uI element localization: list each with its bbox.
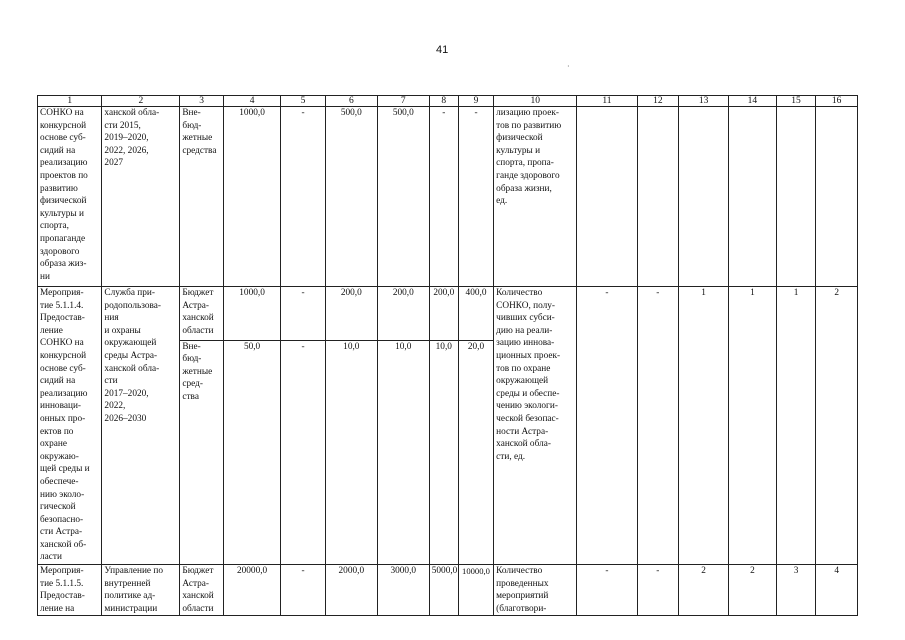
year-amount: -: [281, 340, 326, 564]
year-amount: 200,0: [325, 287, 377, 341]
year-amount: -: [281, 565, 326, 616]
year-amount: -: [429, 107, 458, 287]
year-amount: 400,0: [458, 287, 493, 341]
indicator-value: 2: [729, 565, 777, 616]
year-amount: 500,0: [377, 107, 429, 287]
year-amount: -: [281, 287, 326, 341]
total-amount: 1000,0: [224, 287, 281, 341]
header-cell: 5: [281, 96, 326, 107]
year-amount: 5000,0: [429, 565, 458, 616]
year-amount: 10000,0: [458, 565, 493, 616]
header-row: [38, 96, 858, 107]
indicator-value: [577, 107, 637, 287]
header-cell: 4: [224, 96, 281, 107]
header-cell: 11: [577, 96, 637, 107]
header-cell: 10: [494, 96, 577, 107]
measure-name: СОНКО на конкурсной основе суб- сидий на реализацию проектов по развитию физической культуры и спорта, пропаганде здорового образа жиз- ни: [38, 107, 102, 287]
header-cell: 1: [38, 96, 102, 107]
header-cell: 6: [325, 96, 377, 107]
indicator-value: [637, 107, 679, 287]
indicator-value: -: [637, 287, 679, 565]
total-amount: 1000,0: [224, 107, 281, 287]
indicator-value: 1: [679, 287, 729, 565]
indicator-value: -: [637, 565, 679, 616]
header-cell: 16: [816, 96, 858, 107]
year-amount: 10,0: [325, 340, 377, 564]
executor-period: Служба при- родопользова- ния и охраны окружающей среды Астра- ханской обла- сти 2017–2020, 2022, 2026–2030: [102, 287, 180, 565]
indicator-value: [776, 107, 815, 287]
total-amount: 20000,0: [224, 565, 281, 616]
indicator-value: -: [577, 287, 637, 565]
header-cell: 15: [776, 96, 815, 107]
indicator-name: лизацию проек- тов по развитию физической культуры и спорта, пропа- ганде здорового образа жизни, ед.: [494, 107, 577, 287]
year-amount: 500,0: [325, 107, 377, 287]
indicator-value: 2: [679, 565, 729, 616]
indicator-value: 2: [816, 287, 858, 565]
year-amount: 200,0: [377, 287, 429, 341]
year-amount: 10,0: [377, 340, 429, 564]
measure-name: Мероприя- тие 5.1.1.5. Предостав- ление на: [38, 565, 102, 616]
executor-period: Управление по внутренней политике ад- министрации: [102, 565, 180, 616]
header-cell: 8: [429, 96, 458, 107]
header-cell: 14: [729, 96, 777, 107]
indicator-value: 1: [776, 287, 815, 565]
table-row: [38, 565, 858, 616]
header-cell: 7: [377, 96, 429, 107]
measure-name: Мероприя- тие 5.1.1.4. Предостав- ление СОНКО на конкурсной основе суб- сидий на реализацию инноваци- онных про- ектов по охране окружаю- щей среды и обеспече- нию эколо- гической безопасно- сти Астра- ханской об- ласти: [38, 287, 102, 565]
indicator-value: [679, 107, 729, 287]
budget-table: [37, 95, 858, 616]
indicator-value: 4: [816, 565, 858, 616]
funding-source: Бюджет Астра- ханской области: [180, 287, 224, 341]
indicator-value: -: [577, 565, 637, 616]
header-cell: 12: [637, 96, 679, 107]
header-cell: 9: [458, 96, 493, 107]
indicator-name: Количество проведенных мероприятий (благотвори-: [494, 565, 577, 616]
funding-source: Вне- бюд- жетные средства: [180, 107, 224, 287]
header-cell: 13: [679, 96, 729, 107]
indicator-value: [729, 107, 777, 287]
year-amount: 10,0: [429, 340, 458, 564]
total-amount: 50,0: [224, 340, 281, 564]
indicator-value: [816, 107, 858, 287]
indicator-name: Количество СОНКО, полу- чивших субси- дию на реали- зацию иннова- ционных проек- тов по охране окружающей среды и обеспе- чению экологи- ческой безопас- ности Астра- ханской обла- сти, ед.: [494, 287, 577, 565]
table-row: [38, 107, 858, 287]
indicator-value: 3: [776, 565, 815, 616]
header-cell: 2: [102, 96, 180, 107]
header-cell: 3: [180, 96, 224, 107]
funding-source: Бюджет Астра- ханской области: [180, 565, 224, 616]
year-amount: -: [281, 107, 326, 287]
funding-source: Вне- бюд- жетные сред- ства: [180, 340, 224, 564]
indicator-value: 1: [729, 287, 777, 565]
year-amount: -: [458, 107, 493, 287]
year-amount: 2000,0: [325, 565, 377, 616]
page-number: 41: [436, 44, 449, 56]
year-amount: 200,0: [429, 287, 458, 341]
year-amount: 20,0: [458, 340, 493, 564]
executor-period: ханской обла- сти 2015, 2019–2020, 2022, 2026, 2027: [102, 107, 180, 287]
stray-mark: ·: [567, 62, 570, 71]
table-row: [38, 287, 858, 341]
year-amount: 3000,0: [377, 565, 429, 616]
